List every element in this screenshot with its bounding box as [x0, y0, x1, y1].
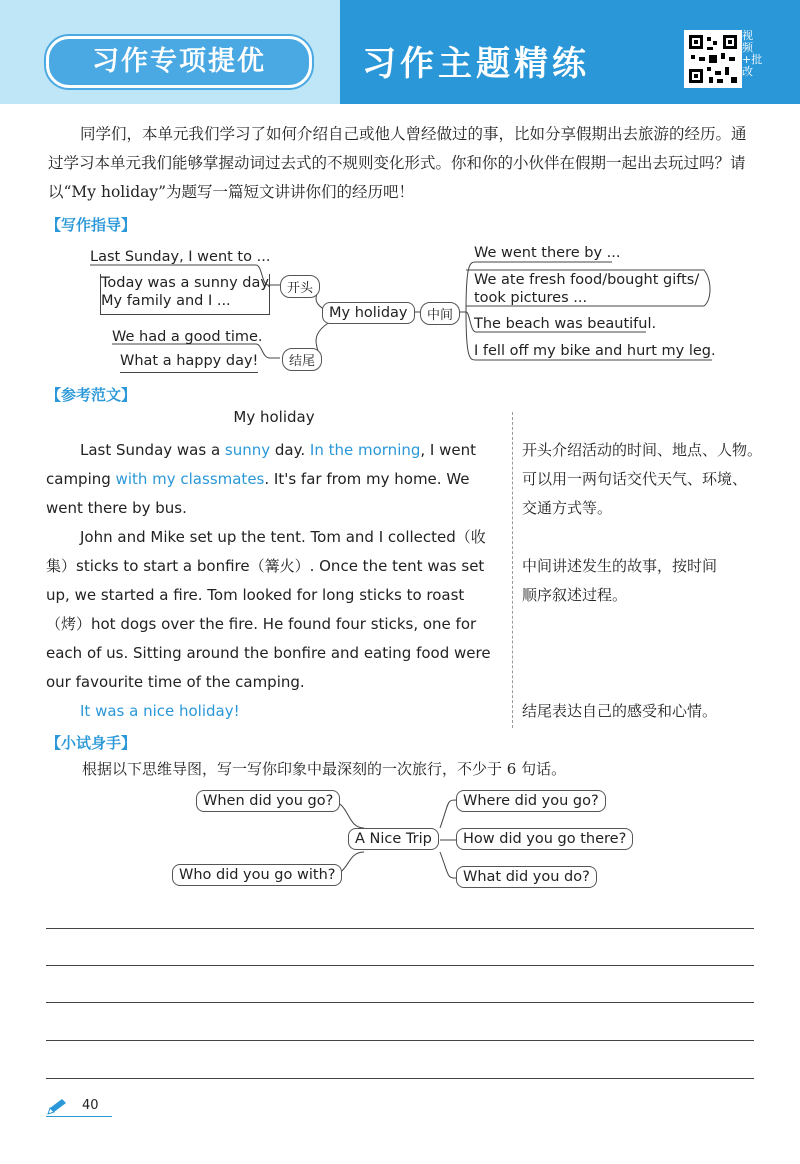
essay-highlight: sunny — [224, 441, 271, 459]
guide-branch-start: 开头 — [280, 275, 320, 298]
essay-title: My holiday — [233, 408, 315, 426]
guide-center: My holiday — [322, 302, 415, 324]
note-line: 开头介绍活动的时间、地点、人物。 — [522, 441, 763, 459]
section-writing-guide: 【写作指导】 — [46, 216, 137, 234]
guide-end-item-1: We had a good time. — [112, 329, 263, 345]
guide-end-item-2: What a happy day! — [120, 352, 258, 373]
note-line: 交通方式等。 — [522, 499, 613, 517]
trip-when-node: When did you go? — [196, 790, 340, 812]
footer-rule — [46, 1116, 112, 1117]
essay-highlight: with my classmates — [115, 470, 265, 488]
essay-line: John and Mike set up the tent. Tom and I collected（收 — [80, 528, 486, 546]
trip-what-node: What did you do? — [456, 866, 597, 888]
essay-paragraph-3: It was a nice holiday! — [80, 702, 240, 720]
essay-line: our favourite time of the camping. — [46, 673, 305, 691]
trip-center-node: A Nice Trip — [348, 828, 439, 850]
writing-line[interactable] — [46, 1040, 754, 1041]
essay-text: , I went — [420, 441, 477, 459]
trip-who-node: Who did you go with? — [172, 864, 342, 886]
trip-where-node: Where did you go? — [456, 790, 606, 812]
note-ending: 结尾表达自己的感受和心情。 — [522, 702, 718, 720]
guide-middle-item-5: I fell off my bike and hurt my leg. — [474, 343, 716, 359]
essay-line: （烤）hot dogs over the fire. He found four sticks, one for — [46, 615, 477, 633]
guide-start-item-1: Last Sunday, I went to ... — [90, 249, 271, 265]
essay-text: day. — [270, 441, 310, 459]
page-title: 习作主题精练 — [362, 44, 590, 84]
intro-paragraph: 同学们，本单元我们学习了如何介绍自己或他人曾经做过的事，比如分享假期出去旅游的经历。通过学习本单元我们能够掌握动词过去式的不规则变化形式。你和你的小伙伴在假期一起出去玩过吗？请以“My holiday”为题写一篇短文讲讲你们的经历吧！ — [48, 125, 747, 201]
writing-line[interactable] — [46, 1002, 754, 1003]
essay-text: Last Sunday was a — [80, 441, 225, 459]
qr-side-label: 视频+批改 — [742, 29, 763, 78]
note-line: 可以用一两句话交代天气、环境、 — [522, 470, 748, 488]
trip-how-node: How did you go there? — [456, 828, 633, 850]
guide-middle-item-4: The beach was beautiful. — [474, 316, 657, 332]
essay-highlight: In the morning — [309, 441, 421, 459]
guide-middle-item-1: We went there by ... — [474, 245, 621, 261]
essay-line: 集）sticks to start a bonfire（篝火）. Once the tent was set — [46, 557, 485, 575]
guide-start-item-3: My family and I ... — [101, 293, 231, 309]
section-try-it: 【小试身手】 — [46, 734, 137, 752]
page-number: 40 — [82, 1098, 99, 1113]
guide-middle-item-2: We ate fresh food/bought gifts/ — [474, 272, 700, 288]
essay-line: up, we started a fire. Tom looked for long sticks to roast — [46, 586, 465, 604]
section-sample-essay: 【参考范文】 — [46, 386, 137, 404]
essay-text: camping — [46, 470, 116, 488]
note-line: 中间讲述发生的故事，按时间 — [522, 557, 718, 575]
note-line: 顺序叙述过程。 — [522, 586, 628, 604]
try-prompt: 根据以下思维导图，写一写你印象中最深刻的一次旅行，不少于 6 句话。 — [82, 760, 567, 778]
section-pill: 习作专项提优 — [46, 36, 312, 88]
essay-text: . It's far from my home. We — [264, 470, 470, 488]
essay-line: went there by bus. — [46, 499, 187, 517]
guide-middle-item-3: took pictures ... — [474, 290, 588, 306]
writing-line[interactable] — [46, 965, 754, 966]
writing-line[interactable] — [46, 928, 754, 929]
guide-start-item-2: Today was a sunny day. — [101, 275, 272, 291]
writing-line[interactable] — [46, 1078, 754, 1079]
essay-line: each of us. Sitting around the bonfire and eating food were — [46, 644, 491, 662]
guide-branch-end: 结尾 — [282, 348, 322, 371]
guide-branch-middle: 中间 — [420, 302, 460, 325]
